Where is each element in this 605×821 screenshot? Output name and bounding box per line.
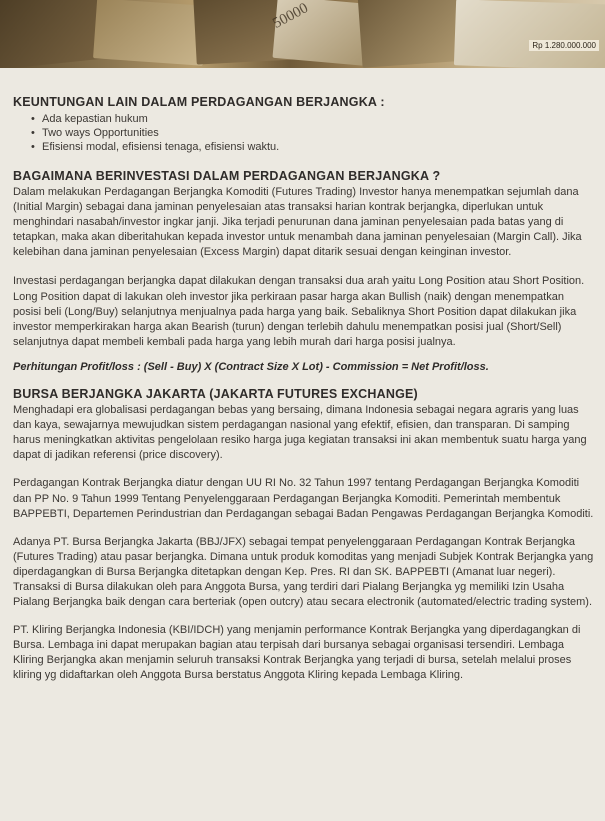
profit-loss-formula: Perhitungan Profit/loss : (Sell - Buy) X (Contract Size X Lot) - Commission = Net Profit/loss. — [13, 360, 489, 373]
paragraph: Investasi perdagangan berjangka dapat dilakukan dengan transaksi dua arah yaitu Long Position atau Short Position. Long Position dapat di lakukan oleh investor jika perkiraan pasar harga akan Bullish (naik) dengan menempatkan posisi beli (Long/Buy) selanjutnya menjualnya pada harga yang baik. Sebaliknya Short Position dapat dilakukan jika investor memperkirakan harga akan Bearish (turun) dengan terlebih dahulu menempatkan posisi jual (Short/Sell) selanjutnya dapat membeli kembali pada harga yang lebih murah dari harga posisi jualnya. — [13, 275, 585, 348]
section-berinvestasi — [13, 169, 595, 375]
paragraph: Perdagangan Kontrak Berjangka diatur dengan UU RI No. 32 Tahun 1997 tentang Perdagangan Berjangka Komoditi dan PP No. 9 Tahun 1999 Tentang Penyelenggaraan Perdagangan Berjangka Komoditi. Pemerintah membentuk BAPPEBTI, Departemen Perindustrian dan Perdagangan sebagai Badan Pengawas Perdagangan Berjangka Komoditi. — [13, 477, 594, 520]
banknote-number: 50000 — [270, 0, 311, 32]
benefits-list — [13, 112, 595, 154]
list-item: • Two ways Opportunities — [31, 126, 595, 140]
document-body — [13, 95, 595, 684]
paragraph: Adanya PT. Bursa Berjangka Jakarta (BBJ/JFX) sebagai tempat penyelenggaraan Perdagangan Kontrak Berjangka (Futures Trading) atau pasar berjangka. Dimana untuk produk komoditas yang menjadi Subjek Kontrak Berjangka yang diperdagangkan di Bursa Berjangka ditetapkan dengan Kep. Pres. RI dan SK. BAPPEBTI (Amanat luar negeri). Transaksi di Bursa dilakukan oleh para Anggota Bursa, yang terdiri dari Pialang Berjangka yg memiliki Izin Usaha Pialang Berjangka baik dengan cara berteriak (open outcry) atau secara electronik (automated/electric trading system). — [13, 535, 594, 609]
banknote-image — [93, 0, 207, 66]
paragraph: Dalam melakukan Perdagangan Berjangka Komoditi (Futures Trading) Investor hanya menempatkan sejumlah dana (Initial Margin) sebagai dana jaminan penyelesaian atas transaksi harian kontrak berjangka, diperlukan untuk menghindari nasabah/investor ingkar janji. Jika terjadi penurunan dana jaminan penyelesaian pada batas yang di tetapkan, maka akan diberitahukan kepada investor untuk menambah dana jaminan penyelesaian (Margin Call). Jika kelebihan dana jaminan penyelesaian (Excess Margin) dapat ditarik sesuai dengan keinginan investor. — [13, 186, 582, 259]
list-item: • Ada kepastian hukum — [31, 112, 595, 126]
paragraph: Menghadapi era globalisasi perdagangan bebas yang bersaing, dimana Indonesia sebagai negara agraris yang luas dan kaya, sewajarnya mewujudkan sistem perdagangan nasional yang efektif, efisien, dan transparan. Di samping harus meningkatkan aktivitas pengelolaan resiko harga juga kegiatan transaksi ini akan membentuk suatu harga yang dapat di jadikan referensi (price discovery). — [13, 404, 587, 462]
header-banner — [0, 0, 605, 68]
section-heading: KEUNTUNGAN LAIN DALAM PERDAGANGAN BERJANGKA : — [13, 95, 385, 109]
section-bursa-berjangka — [13, 387, 595, 684]
section-heading: BAGAIMANA BERINVESTASI DALAM PERDAGANGAN BERJANGKA ? — [13, 169, 441, 183]
section-keuntungan — [13, 95, 595, 154]
paragraph: PT. Kliring Berjangka Indonesia (KBI/IDCH) yang menjamin performance Kontrak Berjangka yang diperdagangkan di Bursa. Lembaga ini dapat merupakan bagian atau terpisah dari bursanya sebagai organisasi tersendiri. Lembaga Kliring Berjangka akan menjamin seluruh transaksi Kontrak Berjangka yang terjadi di bursa, setelah melalui proses kliring yg didaftarkan oleh Anggota Bursa berstatus Anggota Kliring kepada Lembaga Kliring. — [13, 624, 581, 682]
section-heading: BURSA BERJANGKA JAKARTA (JAKARTA FUTURES EXCHANGE) — [13, 387, 418, 402]
certificate-image — [454, 0, 605, 68]
list-item: • Efisiensi modal, efisiensi tenaga, efisiensi waktu. — [31, 140, 595, 154]
certificate-amount: Rp 1.280.000.000 — [529, 40, 599, 51]
